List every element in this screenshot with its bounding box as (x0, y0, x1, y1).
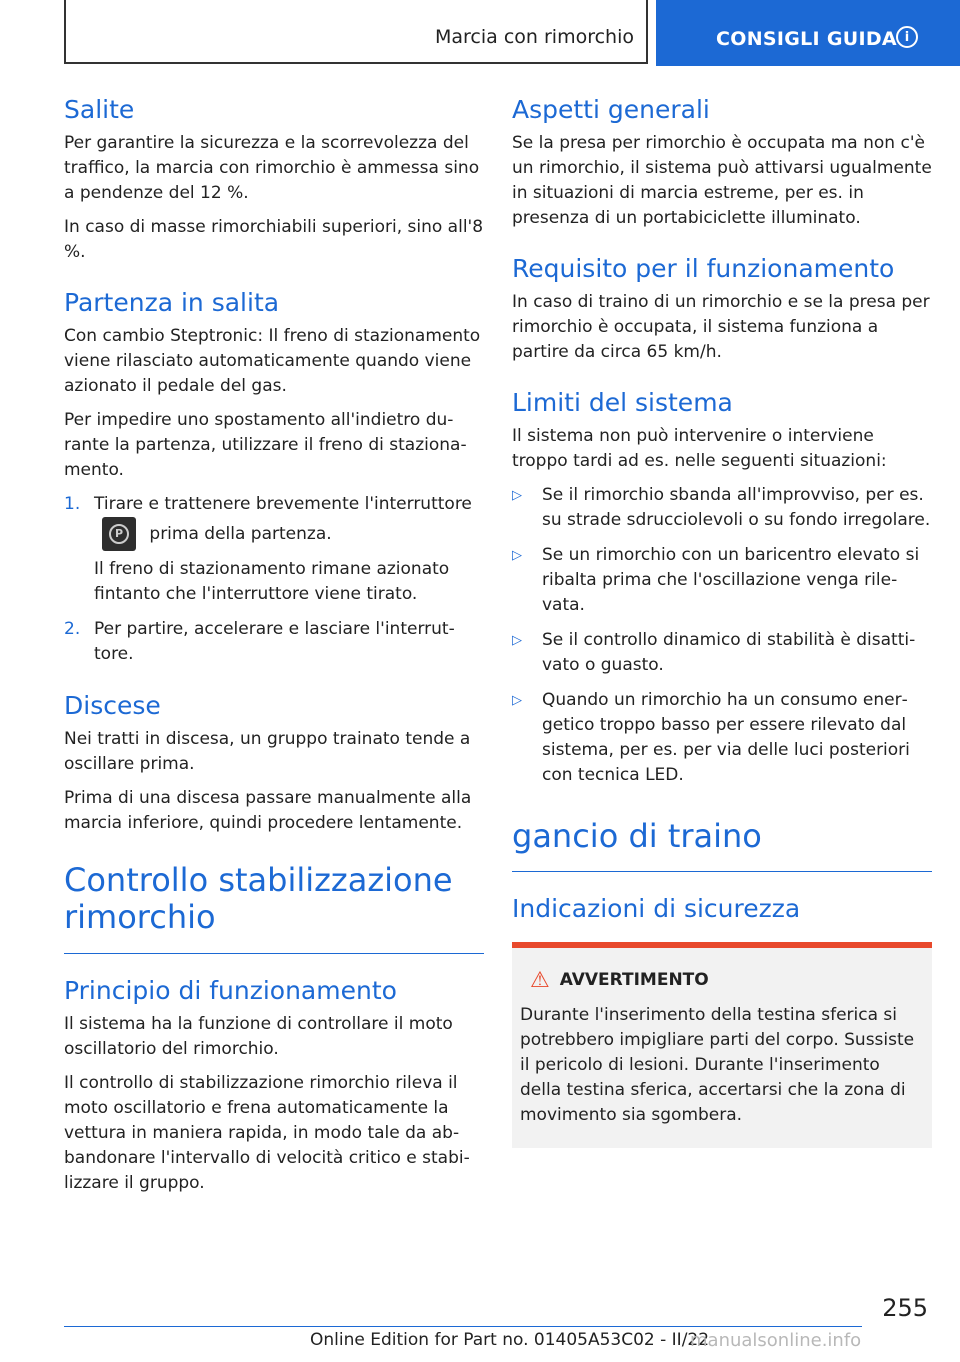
info-icon: i (896, 26, 918, 48)
section-title: Marcia con rimorchio (435, 26, 634, 48)
heading-controllo-stabilizzazione: Controllo stabilizzazione rimorchio (64, 861, 453, 937)
principio-paragraph-2: Il controllo di stabilizzazione rimorchio rileva il moto oscillatorio e frena automaticamente la vettura in maniera rapida, in modo tale da abbandonare l'intervallo di velocità critico e stabilizzare il gruppo. (64, 1072, 470, 1193)
limits-list (512, 483, 932, 788)
edition-text: Online Edition for Part no. 01405A53C02 - II/22 (310, 1330, 710, 1350)
bullet-triangle-icon: ▷ (512, 693, 522, 708)
step-text: Per partire, accelerare e lasciare l'interruttore. (94, 619, 455, 664)
partenza-paragraph-1: Con cambio Steptronic: Il freno di stazionamento viene rilasciato automaticamente quando viene azionato il pedale del gas. (64, 326, 481, 396)
steps-list (64, 492, 484, 667)
watermark: manualsonline.info (690, 1330, 862, 1351)
footer-divider (64, 1326, 862, 1327)
step-text-continued: prima della partenza. (149, 524, 332, 544)
partenza-paragraph-2: Per impedire uno spostamento all'indietro durante la partenza, utilizzare il freno di stazionamento. (64, 410, 467, 480)
heading-aspetti-generali: Aspetti generali (512, 95, 710, 124)
heading-principio: Principio di funzionamento (64, 975, 397, 1005)
warning-title: ⚠ AVVERTIMENTO (530, 968, 709, 994)
list-item: ▷ Se il controllo dinamico di stabilità è disattivato o guasto. (512, 630, 916, 675)
list-item (64, 492, 484, 607)
parking-brake-switch-icon: P (102, 517, 136, 551)
warning-text: Durante l'inserimento della testina sferica si potrebbero impigliare parti del corpo. Sussiste il pericolo di lesioni. Durante l'inserimento della testina sferica, accertarsi che la zona di movimento sia sgombera. (520, 1005, 915, 1126)
bullet-triangle-icon: ▷ (512, 548, 522, 563)
list-item: ▷ Quando un rimorchio ha un consumo energetico troppo basso per essere rilevato dal sistema, per es. per via delle luci posteriori con tecnica LED. (512, 690, 910, 785)
bullet-triangle-icon: ▷ (512, 633, 522, 648)
warning-box (512, 948, 932, 1148)
heading-indicazioni-sicurezza: Indicazioni di sicurezza (512, 894, 801, 924)
salite-paragraph-2: In caso di masse rimorchiabili superiori, sino all'8 %. (64, 217, 484, 262)
requisito-paragraph: In caso di traino di un rimorchio e se la presa per rimorchio è occupata, il sistema funziona a partire da circa 65 km/h. (512, 292, 930, 362)
page-number: 255 (882, 1294, 928, 1322)
step-number: 2. (64, 619, 81, 639)
right-column (512, 95, 932, 1148)
step-number: 1. (64, 494, 81, 514)
list-item: ▷ Se un rimorchio con un baricentro elevato si ribalta prima che l'oscillazione venga rilevata. (512, 545, 920, 615)
heading-salite: Salite (64, 95, 135, 124)
chapter-tab (656, 0, 960, 66)
step-note: Il freno di stazionamento rimane azionato fintanto che l'interruttore viene tirato. (94, 559, 450, 604)
chapter-title: CONSIGLI GUIDA (716, 28, 897, 50)
list-item: ▷ Se il rimorchio sbanda all'improvviso, per es. su strade sdrucciolevoli o su fondo irregolare. (512, 485, 931, 530)
heading-requisito: Requisito per il funzionamento (512, 254, 895, 283)
discese-paragraph-2: Prima di una discesa passare manualmente alla marcia inferiore, quindi procedere lentamente. (64, 788, 472, 833)
step-text: Tirare e trattenere brevemente l'interruttore (94, 494, 472, 514)
header-section-box (64, 0, 648, 64)
bullet-triangle-icon: ▷ (512, 488, 522, 503)
aspetti-paragraph: Se la presa per rimorchio è occupata ma non c'è un rimorchio, il sistema può attivarsi ugualmente in situazioni di marcia estreme, per es. in presenza di un portabiciclette illuminato. (512, 133, 932, 228)
discese-paragraph-1: Nei tratti in discesa, un gruppo trainato tende a oscillare prima. (64, 729, 471, 774)
salite-paragraph-1: Per garantire la sicurezza e la scorrevolezza del traffico, la marcia con rimorchio è ammessa sino a pendenze del 12 %. (64, 133, 480, 203)
heading-gancio-di-traino: gancio di traino (512, 817, 762, 855)
principio-paragraph-1: Il sistema ha la funzione di controllare il moto oscillatorio del rimorchio. (64, 1013, 453, 1059)
chapter-heading-box (512, 818, 932, 872)
heading-limiti: Limiti del sistema (512, 388, 733, 417)
heading-discese: Discese (64, 691, 161, 720)
chapter-heading-box (64, 862, 484, 954)
list-item (64, 617, 484, 667)
warning-triangle-icon: ⚠ (530, 968, 550, 994)
heading-partenza-in-salita: Partenza in salita (64, 288, 280, 317)
left-column (64, 95, 484, 1205)
limiti-paragraph: Il sistema non può intervenire o interviene troppo tardi ad es. nelle seguenti situazioni: (512, 426, 887, 471)
